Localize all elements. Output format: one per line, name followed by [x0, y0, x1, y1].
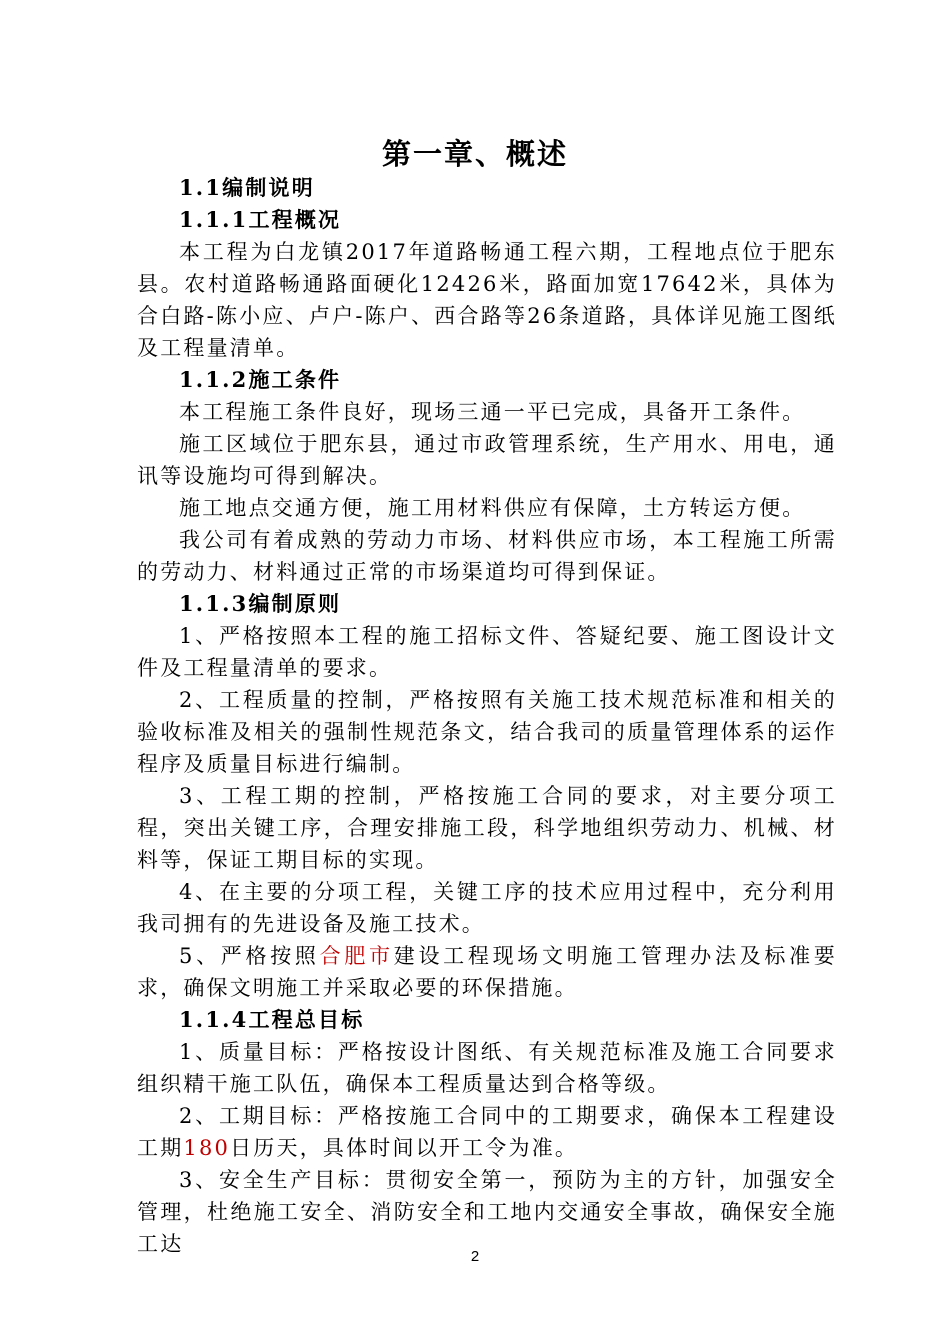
highlight-city: 合肥市	[319, 944, 394, 968]
chapter-title: 第一章、概述	[381, 137, 568, 171]
principle-5-text-b: 建设工程现场文明施工管理办法及标准要求，确保文明施工并采取必要的环保措施。	[137, 944, 837, 1000]
paragraph-principle-5	[137, 940, 837, 1004]
paragraph-principle-2: 2、工程质量的控制，严格按照有关施工技术规范标准和相关的验收标准及相关的强制性规范条文，结合我司的质量管理体系的运作程序及质量目标进行编制。	[137, 688, 837, 776]
section-heading-1-1: 1.1编制说明	[179, 175, 315, 200]
paragraph-condition-4: 我公司有着成熟的劳动力市场、材料供应市场，本工程施工所需的劳动力、材料通过正常的市场渠道均可得到保证。	[137, 528, 837, 584]
paragraph-condition-1: 本工程施工条件良好，现场三通一平已完成，具备开工条件。	[179, 400, 806, 424]
section-heading-1-1-4: 1.1.4工程总目标	[179, 1007, 365, 1032]
paragraph-goal-2	[137, 1100, 837, 1164]
section-heading-1-1-1: 1.1.1工程概况	[179, 207, 342, 232]
page-number: 2	[470, 1248, 480, 1265]
goal-2-text-a: 2、工期目标：严格按施工合同中的工期要求，确保本工程建设工期	[137, 1104, 837, 1160]
paragraph-principle-1: 1、严格按照本工程的施工招标文件、答疑纪要、施工图设计文件及工程量清单的要求。	[137, 624, 837, 680]
principle-5-text-a: 5、严格按照	[179, 944, 320, 968]
document-body	[137, 172, 837, 1260]
section-heading-1-1-3: 1.1.3编制原则	[179, 591, 342, 616]
paragraph-goal-1: 1、质量目标：严格按设计图纸、有关规范标准及施工合同要求组织精干施工队伍，确保本工程质量达到合格等级。	[137, 1040, 837, 1096]
paragraph-principle-3: 3、工程工期的控制，严格按施工合同的要求，对主要分项工程，突出关键工序，合理安排施工段，科学地组织劳动力、机械、材料等，保证工期目标的实现。	[137, 784, 837, 872]
paragraph-goal-3: 3、安全生产目标：贯彻安全第一，预防为主的方针，加强安全管理，杜绝施工安全、消防安全和工地内交通安全事故，确保安全施工达	[137, 1168, 837, 1256]
paragraph-principle-4: 4、在主要的分项工程，关键工序的技术应用过程中，充分利用我司拥有的先进设备及施工技术。	[137, 880, 837, 936]
paragraph-condition-3: 施工地点交通方便，施工用材料供应有保障，土方转运方便。	[179, 496, 806, 520]
goal-2-text-b: 日历天，具体时间以开工令为准。	[230, 1136, 579, 1160]
highlight-days: 180	[183, 1136, 231, 1160]
paragraph-condition-2: 施工区域位于肥东县，通过市政管理系统，生产用水、用电，通讯等设施均可得到解决。	[137, 432, 837, 488]
paragraph-overview: 本工程为白龙镇2017年道路畅通工程六期，工程地点位于肥东县。农村道路畅通路面硬化12426米，路面加宽17642米，具体为合白路-陈小应、卢户-陈户、西合路等26条道路，具体详见施工图纸及工程量清单。	[137, 240, 837, 360]
section-heading-1-1-2: 1.1.2施工条件	[179, 367, 342, 392]
